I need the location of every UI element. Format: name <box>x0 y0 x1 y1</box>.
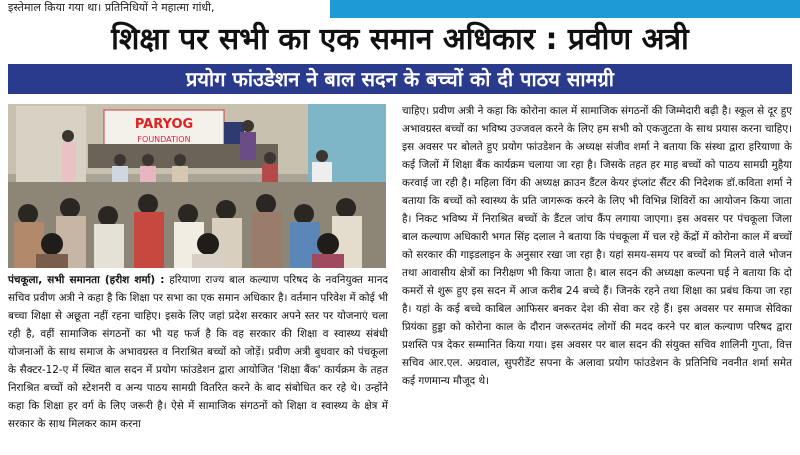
headline: शिक्षा पर सभी का एक समान अधिकार : प्रवीण अत्री <box>111 22 689 57</box>
article-body-right: चाहिए। प्रवीण अत्री ने कहा कि कोरोना काल में सामाजिक संगठनों की जिम्मेदारी बढ़ी है। स्कूल से दूर हुए अभावग्रस्त बच्चों का भविष्य उज्जवल करने के लिए हम सभी को एकजुटता के साथ प्रयास करना चाहिए। इस अवसर पर बोलते हुए प्रयोग फांउडेशन के अध्यक्ष संजीव शर्मा ने बताया कि संस्था द्वारा हरियाणा के कई जिलों में शिक्षा बैंक कार्यक्रम चलाया जा रहा है। जिसके तहत हर माह बच्चों को पाठय सामग्री मुहैया करवाई जा रही है। महिला विंग की अध्यक्ष क्राउन डैंटल केयर इंप्लांट सैंटर की निदेशक डॉ.कविता शर्मा ने बताया कि बच्चों को स्वास्थ्य के प्रति जागरूक करने के लिए भी विभिन्न शिविरों का आयोजन किया जाता है। निकट भविष्य में निराश्रित बच्चों के डैंटल जांच कैंप लगाया जाएगा। इस अवसर पर पंचकूला जिला बाल कल्याण अधिकारी भगत सिंह दलाल ने बताया कि पंचकूला में चल रहे केंद्रों में कोरोना काल में बच्चों को सरकार की गाइडलाइन के अनुसार रखा जा रहा है। यहां समय-समय पर बच्चों को मिलने वाले भोजन तथा आवासीय क्षेत्रों का निरीक्षण भी किया जाता है। बाल सदन की अध्यक्षा कल्पना घई ने बताया कि दो कमरों से शुरू हुए इस सदन में आज करीब 24 बच्चे हैं। जिनके रहने तथा शिक्षा का प्रबंध किया जा रहा है। यहां के कई बच्चे काबिल आफिसर बनकर देश की सेवा कर रहे हैं। इस अवसर पर समाज सेविका प्रियंका हुड्डा को कोरोना काल के दौरान जरूरतमंद लोगों की मदद करने पर बाल कल्याण परिषद द्वारा प्रशस्ति पत्र देकर सम्मानित किया गया। इस अवसर पर बाल सदन की संयुक्त सचिव शालिनी गुप्ता, वित्त सचिव आर.एल. अग्रवाल, सुपरीडेंट सपना के अलावा प्रयोग फांउडेशन के प्रतिनिधि नवनीत शर्मा समेत कई गणमान्य मौजूद थे। <box>402 105 792 387</box>
article-right-column <box>402 102 792 390</box>
event-photo-illustration <box>8 104 386 268</box>
top-strip-left-text: इस्तेमाल किया गया था। प्रतिनिधियों ने महात्मा गांधी, <box>8 1 215 14</box>
article-paragraph-1 <box>8 271 388 433</box>
banner-line-2: FOUNDATION <box>137 135 191 144</box>
dateline: पंचकूला, सभी समानता (हरीश शर्मा) : <box>8 274 165 286</box>
top-strip-right-band <box>330 0 800 18</box>
top-strip <box>0 0 800 18</box>
subheadline: प्रयोग फांउडेशन ने बाल सदन के बच्चों को दी पाठय सामग्री <box>8 64 792 94</box>
article-left-column <box>8 271 388 433</box>
news-photo <box>8 104 386 268</box>
article-body-left: हरियाणा राज्य बाल कल्याण परिषद के नवनियुक्त मानद सचिव प्रवीण अत्री ने कहा है कि शिक्षा पर सभा का एक समान अधिकार है। वर्तमान परिवेश में कोई भी बच्चा शिक्षा से अछूता नहीं रहना चाहिए। इसके लिए जहां प्रदेश सरकार अपने स्तर पर योजनाएं चला रही है, वहीं सामाजिक संगठनों का भी यह फर्ज है कि वह सरकार की शिक्षा व स्वास्थ्य संबंधी योजनाओं के साथ समाज के अभावग्रस्त व निराश्रित बच्चों को जोड़ें। प्रवीण अत्री बुधवार को पंचकूला के सैक्टर-12-ए में स्थित बाल सदन में प्रयोग फांउडेशन द्वारा आयोजित 'शिक्षा बैंक' कार्यक्रम के तहत निराश्रित बच्चों को स्टेशनरी व अन्य पाठय सामग्री वितरित करने के बाद संबोधित कर रहे थे। उन्होंने कहा कि शिक्षा हर वर्ग के लिए जरूरी है। ऐसे में सामाजिक संगठनों को शिक्षा व स्वास्थ्य के क्षेत्र में सरकार के साथ मिलकर काम करना <box>8 274 388 430</box>
banner-line-1: PARYOG <box>134 117 194 132</box>
